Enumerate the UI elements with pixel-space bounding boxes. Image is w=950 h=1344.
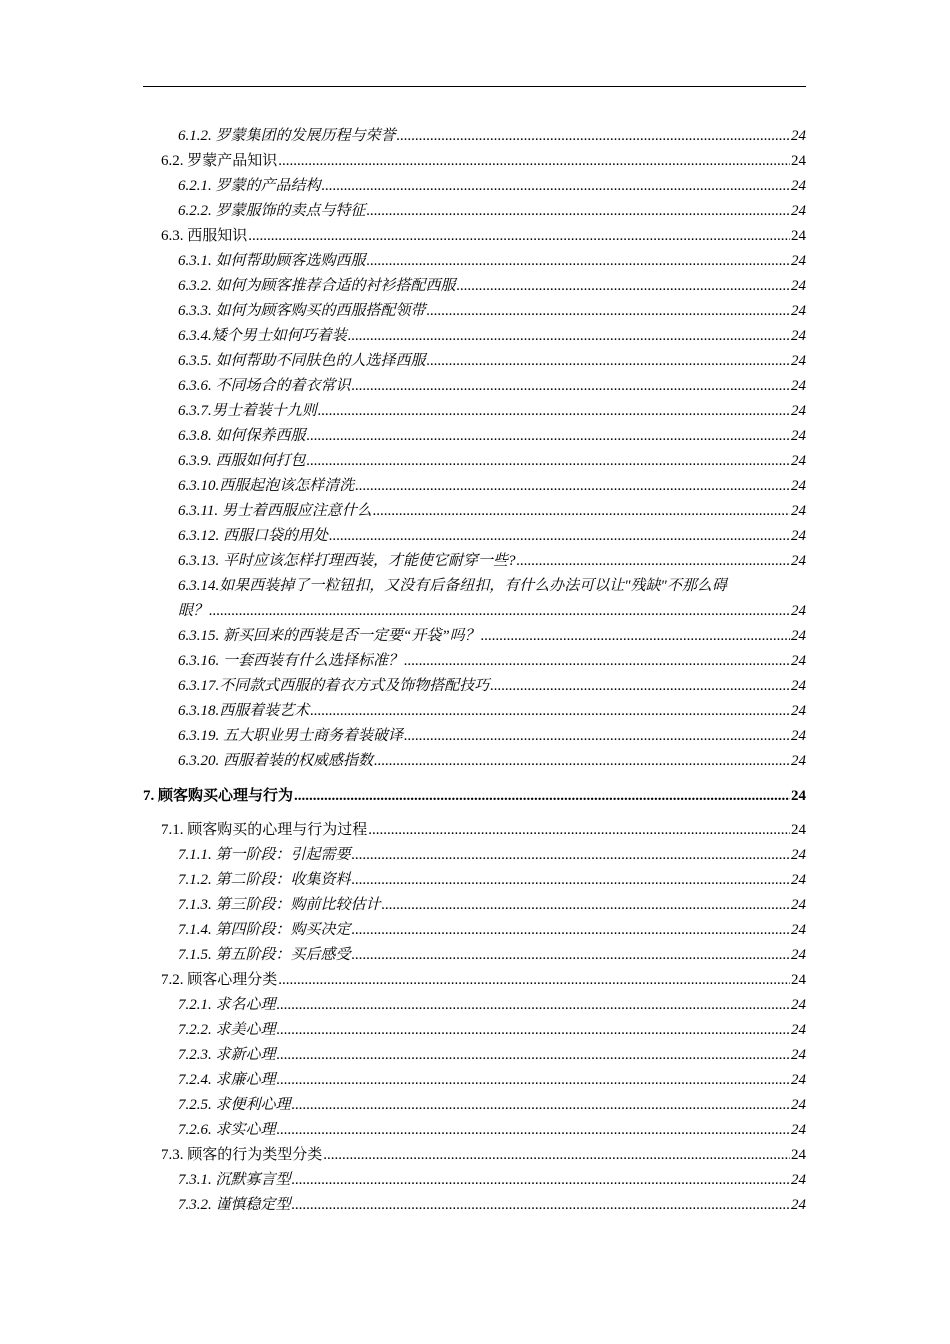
- toc-entry-title: 6.3.7.男士着装十九则: [178, 403, 317, 419]
- toc-entry-page: 24: [791, 528, 806, 544]
- toc-entry[interactable]: [178, 524, 806, 549]
- toc-entry-title: 6.3.10.西服起泡该怎样清洗: [178, 478, 355, 494]
- toc-entry-title: 6.3. 西服知识: [161, 228, 248, 244]
- toc-entry-title: 7.2.6. 求实心理: [178, 1122, 276, 1138]
- toc-entry[interactable]: [178, 299, 806, 324]
- toc-entry-page: 24: [791, 253, 806, 269]
- toc-entry-title: 6.3.3. 如何为顾客购买的西服搭配领带: [178, 303, 426, 319]
- toc-leader-dots: [209, 599, 790, 624]
- toc-entry[interactable]: [178, 893, 806, 918]
- toc-leader-dots: [310, 699, 790, 724]
- toc-entry[interactable]: [178, 724, 806, 749]
- toc-entry-page: 24: [791, 822, 806, 838]
- toc-entry-page: 24: [791, 897, 806, 913]
- toc-entry-page: 24: [791, 1022, 806, 1038]
- toc-leader-dots: [322, 174, 790, 199]
- toc-entry-page: 24: [791, 603, 806, 619]
- toc-entry[interactable]: [178, 674, 806, 699]
- toc-leader-dots: [348, 324, 790, 349]
- toc-entry-page: 24: [791, 303, 806, 319]
- toc-entry-title: 6.3.17.不同款式西服的着衣方式及饰物搭配技巧: [178, 678, 490, 694]
- toc-leader-dots: [367, 199, 790, 224]
- toc-leader-dots: [367, 249, 790, 274]
- toc-entry[interactable]: [178, 474, 806, 499]
- toc-chapter-entry[interactable]: [143, 784, 806, 809]
- toc-entry-title: 7.1. 顾客购买的心理与行为过程: [161, 822, 368, 838]
- toc-entry-page: 24: [791, 1097, 806, 1113]
- toc-leader-dots: [248, 224, 790, 249]
- toc-entry-page: 24: [791, 653, 806, 669]
- toc-entry[interactable]: [178, 499, 806, 524]
- toc-entry-wrapped-line[interactable]: 6.3.14.如果西装掉了一粒钮扣，又没有后备纽扣，有什么办法可以让"残缺"不那么碍: [178, 578, 727, 594]
- toc-leader-dots: [277, 1043, 790, 1068]
- toc-entry[interactable]: [178, 749, 806, 774]
- toc-leader-dots: [277, 993, 790, 1018]
- toc-leader-dots: [517, 549, 790, 574]
- toc-entry[interactable]: [178, 324, 806, 349]
- toc-leader-dots: [352, 374, 790, 399]
- toc-entry-title: 6.3.8. 如何保养西服: [178, 428, 306, 444]
- toc-entry[interactable]: [161, 818, 806, 843]
- toc-entry-title: 6.3.4.矮个男士如何巧着装: [178, 328, 347, 344]
- toc-entry-page: 24: [791, 872, 806, 888]
- toc-entry-title: 7.1.4. 第四阶段：购买决定: [178, 922, 351, 938]
- toc-entry-title: 7.2.4. 求廉心理: [178, 1072, 276, 1088]
- toc-leader-dots: [277, 1118, 790, 1143]
- toc-entry-title: 7. 顾客购买心理与行为: [143, 788, 294, 804]
- toc-entry-page: 24: [791, 378, 806, 394]
- toc-entry-page: 24: [791, 178, 806, 194]
- toc-entry-title: 7.1.1. 第一阶段：引起需要: [178, 847, 351, 863]
- toc-entry-page: 24: [791, 478, 806, 494]
- toc-leader-dots: [278, 968, 790, 993]
- toc-entry-title: 6.3.9. 西服如何打包: [178, 453, 306, 469]
- toc-entry-page: 24: [791, 788, 806, 804]
- toc-entry-title: 7.1.2. 第二阶段：收集资料: [178, 872, 351, 888]
- toc-entry-page: 24: [791, 1197, 806, 1213]
- toc-entry-page: 24: [791, 1122, 806, 1138]
- toc-entry[interactable]: [178, 549, 806, 574]
- toc-entry[interactable]: [178, 249, 806, 274]
- toc-entry-title: 6.3.18.西服着装艺术: [178, 703, 310, 719]
- toc-leader-dots: [307, 424, 790, 449]
- toc-entry[interactable]: [161, 149, 806, 174]
- toc-entry-title: 7.1.3. 第三阶段：购前比较估计: [178, 897, 381, 913]
- toc-leader-dots: [404, 724, 790, 749]
- toc-entry-page: 24: [791, 503, 806, 519]
- toc-entry-title: 6.2.1. 罗蒙的产品结构: [178, 178, 321, 194]
- toc-entry-page: 24: [791, 153, 806, 169]
- toc-leader-dots: [490, 674, 790, 699]
- toc-leader-dots: [277, 1068, 790, 1093]
- toc-leader-dots: [352, 843, 790, 868]
- toc-entry-page: 24: [791, 128, 806, 144]
- toc-entry-title: 7.3.1. 沉默寡言型: [178, 1172, 291, 1188]
- toc-leader-dots: [352, 868, 790, 893]
- toc-leader-dots: [294, 784, 790, 809]
- toc-leader-dots: [481, 624, 790, 649]
- toc-entry-title: 7.2.3. 求新心理: [178, 1047, 276, 1063]
- toc-entry-page: 24: [791, 947, 806, 963]
- toc-entry-page: 24: [791, 553, 806, 569]
- toc-entry[interactable]: [178, 1168, 806, 1193]
- toc-entry[interactable]: [178, 1043, 806, 1068]
- toc-entry[interactable]: [161, 224, 806, 249]
- toc-entry[interactable]: [178, 1018, 806, 1043]
- toc-leader-dots: [427, 349, 790, 374]
- toc-leader-dots: [318, 399, 790, 424]
- toc-entry-page: 24: [791, 728, 806, 744]
- toc-entry-title: 7.1.5. 第五阶段：买后感受: [178, 947, 351, 963]
- toc-entry[interactable]: [178, 918, 806, 943]
- toc-entry-title: 6.3.20. 西服着装的权威感指数: [178, 753, 374, 769]
- toc-leader-dots: [323, 1143, 790, 1168]
- toc-entry-page: 24: [791, 997, 806, 1013]
- toc-leader-dots: [374, 749, 790, 774]
- toc-entry-page: 24: [791, 278, 806, 294]
- toc-entry[interactable]: [178, 374, 806, 399]
- toc-entry[interactable]: [178, 1118, 806, 1143]
- toc-entry[interactable]: [178, 699, 806, 724]
- toc-entry-page: 24: [791, 922, 806, 938]
- toc-leader-dots: [352, 943, 790, 968]
- toc-entry[interactable]: [178, 174, 806, 199]
- toc-entry-title: 7.3.2. 谨慎稳定型: [178, 1197, 291, 1213]
- toc-leader-dots: [355, 474, 790, 499]
- toc-leader-dots: [292, 1193, 790, 1218]
- toc-entry-title: 6.3.5. 如何帮助不同肤色的人选择西服: [178, 353, 426, 369]
- toc-entry-title: 6.3.15. 新买回来的西装是否一定要“开袋”吗？: [178, 628, 480, 644]
- toc-entry-page: 24: [791, 1047, 806, 1063]
- toc-entry[interactable]: [178, 993, 806, 1018]
- toc-entry[interactable]: [178, 124, 806, 149]
- toc-entry-page: 24: [791, 403, 806, 419]
- toc-entry-page: 24: [791, 1172, 806, 1188]
- toc-entry-title: 6.1.2. 罗蒙集团的发展历程与荣誉: [178, 128, 396, 144]
- toc-entry-title: 6.2. 罗蒙产品知识: [161, 153, 278, 169]
- toc-leader-dots: [307, 449, 790, 474]
- toc-entry[interactable]: [178, 1193, 806, 1218]
- toc-entry-title: 6.3.16. 一套西装有什么选择标准？: [178, 653, 404, 669]
- toc-entry[interactable]: [178, 199, 806, 224]
- toc-entry[interactable]: [178, 349, 806, 374]
- toc-entry-page: 24: [791, 753, 806, 769]
- toc-entry-page: 24: [791, 453, 806, 469]
- toc-entry-title: 6.3.11. 男士着西服应注意什么: [178, 503, 372, 519]
- toc-leader-dots: [277, 1018, 790, 1043]
- toc-entry[interactable]: [178, 868, 806, 893]
- toc-leader-dots: [397, 124, 790, 149]
- toc-entry[interactable]: [161, 968, 806, 993]
- toc-entry[interactable]: [178, 449, 806, 474]
- toc-entry-title: 7.2.2. 求美心理: [178, 1022, 276, 1038]
- toc-entry-title: 7.2. 顾客心理分类: [161, 972, 278, 988]
- toc-leader-dots: [352, 918, 790, 943]
- toc-entry-page: 24: [791, 328, 806, 344]
- toc-leader-dots: [427, 299, 790, 324]
- toc-entry[interactable]: [161, 1143, 806, 1168]
- toc-entry-title: 6.3.6. 不同场合的着衣常识: [178, 378, 351, 394]
- toc-entry-title: 6.3.1. 如何帮助顾客选购西服: [178, 253, 366, 269]
- toc-entry-page: 24: [791, 1072, 806, 1088]
- toc-entry-title: 7.2.1. 求名心理: [178, 997, 276, 1013]
- toc-entry-title: 眼？: [178, 603, 209, 619]
- toc-leader-dots: [329, 524, 790, 549]
- toc-entry[interactable]: [178, 274, 806, 299]
- toc-entry-page: 24: [791, 203, 806, 219]
- toc-entry-page: 24: [791, 628, 806, 644]
- toc-entry-page: 24: [791, 703, 806, 719]
- toc-leader-dots: [292, 1093, 790, 1118]
- toc-entry[interactable]: [178, 599, 806, 624]
- header-rule: [143, 86, 806, 87]
- toc-leader-dots: [368, 818, 790, 843]
- toc-entry-title: 7.2.5. 求便利心理: [178, 1097, 291, 1113]
- toc-entry[interactable]: [178, 649, 806, 674]
- toc-entry-page: 24: [791, 1147, 806, 1163]
- toc-entry[interactable]: [178, 399, 806, 424]
- toc-entry-title: 7.3. 顾客的行为类型分类: [161, 1147, 323, 1163]
- toc-entry-title: 6.3.2. 如何为顾客推荐合适的衬衫搭配西服: [178, 278, 456, 294]
- toc-entry-page: 24: [791, 228, 806, 244]
- toc-leader-dots: [373, 499, 790, 524]
- toc-leader-dots: [404, 649, 790, 674]
- toc-entry-page: 24: [791, 428, 806, 444]
- toc-entry[interactable]: [178, 424, 806, 449]
- toc-entry[interactable]: [178, 843, 806, 868]
- toc-leader-dots: [278, 149, 790, 174]
- toc-entry-title: 6.3.13. 平时应该怎样打理西装，才能使它耐穿一些?: [178, 553, 516, 569]
- toc-entry[interactable]: [178, 624, 806, 649]
- toc-entry-title: 6.3.12. 西服口袋的用处: [178, 528, 329, 544]
- toc-leader-dots: [292, 1168, 790, 1193]
- toc-entry-page: 24: [791, 353, 806, 369]
- toc-entry[interactable]: [178, 1068, 806, 1093]
- toc-leader-dots: [382, 893, 790, 918]
- toc-entry-page: 24: [791, 847, 806, 863]
- toc-entry-title: 6.3.19. 五大职业男士商务着装破译: [178, 728, 404, 744]
- toc-leader-dots: [457, 274, 790, 299]
- toc-entry[interactable]: [178, 943, 806, 968]
- toc-entry-page: 24: [791, 972, 806, 988]
- toc-entry[interactable]: [178, 1093, 806, 1118]
- toc-entry-title: 6.2.2. 罗蒙服饰的卖点与特征: [178, 203, 366, 219]
- toc-entry-page: 24: [791, 678, 806, 694]
